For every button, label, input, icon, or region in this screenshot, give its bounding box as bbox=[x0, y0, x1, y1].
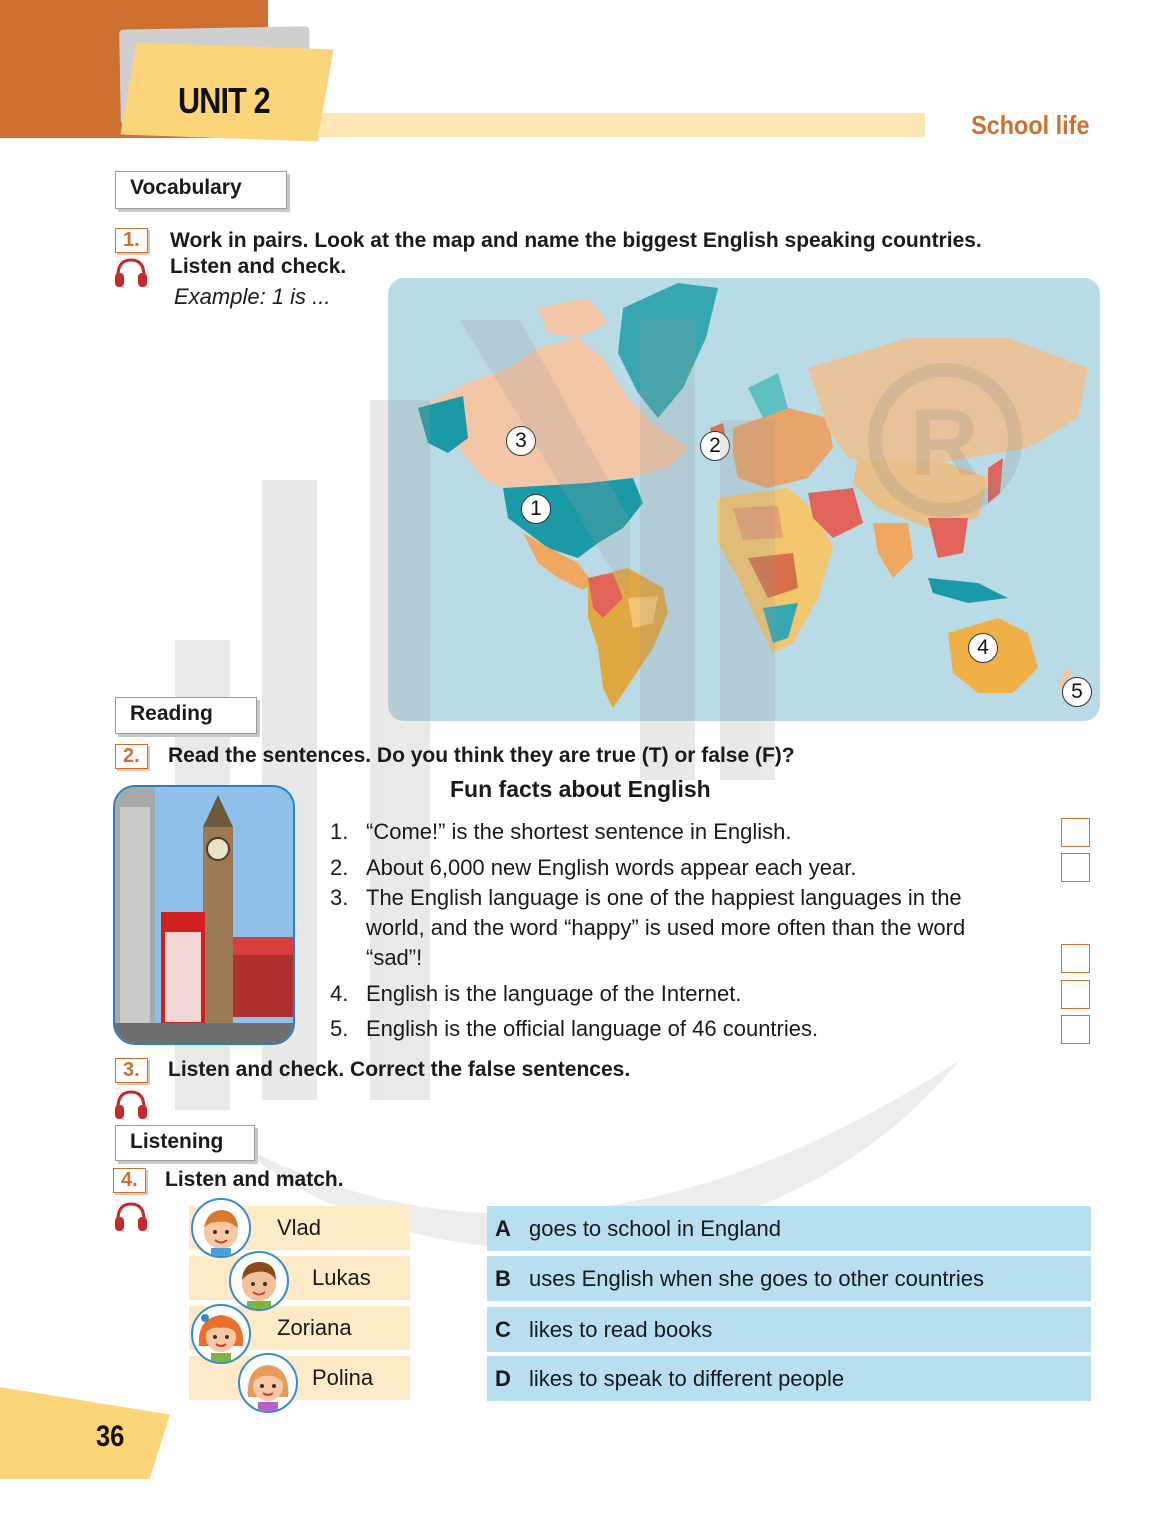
name-cell-lukas[interactable] bbox=[189, 1256, 410, 1300]
answer-text: likes to speak to different people bbox=[529, 1366, 845, 1391]
exercise-number: 4. bbox=[113, 1168, 146, 1193]
answer-checkbox-4[interactable] bbox=[1061, 980, 1090, 1009]
fact-number: 1. bbox=[330, 819, 349, 844]
fact-number: 2. bbox=[330, 855, 349, 880]
big-ben-photo bbox=[113, 785, 295, 1045]
answer-letter: C bbox=[495, 1317, 511, 1342]
page-number: 36 bbox=[96, 1420, 125, 1453]
exercise-4-number bbox=[113, 1168, 146, 1193]
avatar-lukas bbox=[229, 1251, 289, 1311]
name-label: Vlad bbox=[277, 1215, 322, 1240]
fact-item-4 bbox=[330, 979, 1026, 1009]
watermark-glyph: R bbox=[910, 390, 979, 496]
fact-text: English is the official language of 46 countries. bbox=[366, 1016, 819, 1041]
fun-facts-title: Fun facts about English bbox=[450, 776, 711, 802]
exercise-1-example: Example: 1 is ... bbox=[174, 284, 331, 309]
fact-text: “Come!” is the shortest sentence in English. bbox=[366, 819, 792, 844]
headphones-icon[interactable] bbox=[113, 1088, 149, 1120]
header-strip bbox=[300, 113, 925, 137]
headphones-icon[interactable] bbox=[113, 1200, 149, 1232]
map-marker-4: 4 bbox=[968, 633, 998, 663]
fact-item-2 bbox=[330, 853, 1026, 883]
fact-text: The English language is one of the happiest languages in the world, and the word “happy” is used more often than the word “sad”! bbox=[366, 885, 966, 970]
fact-item-5 bbox=[330, 1014, 1026, 1044]
map-marker-5: 5 bbox=[1062, 677, 1092, 707]
answer-option-c[interactable] bbox=[487, 1307, 1091, 1352]
map-marker-3: 3 bbox=[506, 426, 536, 456]
avatar-vlad bbox=[191, 1198, 251, 1258]
exercise-1-number bbox=[115, 228, 148, 253]
exercise-3-number bbox=[115, 1058, 148, 1083]
answer-checkbox-3[interactable] bbox=[1061, 944, 1090, 973]
exercise-number: 1. bbox=[115, 228, 148, 253]
world-map bbox=[388, 278, 1100, 721]
answer-text: uses English when she goes to other countries bbox=[529, 1266, 984, 1291]
name-label: Polina bbox=[312, 1365, 374, 1390]
girl-face-icon bbox=[193, 1306, 249, 1362]
answer-option-a[interactable] bbox=[487, 1206, 1091, 1251]
boy-face-icon bbox=[231, 1253, 287, 1309]
exercise-1-instruction-2: Listen and check. bbox=[170, 255, 347, 278]
avatar-polina bbox=[238, 1353, 298, 1413]
answer-letter: A bbox=[495, 1216, 511, 1241]
map-marker-1: 1 bbox=[521, 494, 551, 524]
fact-text: English is the language of the Internet. bbox=[366, 981, 742, 1006]
answer-text: likes to read books bbox=[529, 1317, 713, 1342]
unit-title: UNIT 2 bbox=[178, 80, 270, 121]
fact-item-1 bbox=[330, 817, 1026, 847]
listening-tab: Listening bbox=[115, 1125, 255, 1161]
page-number-tab bbox=[0, 1387, 170, 1479]
exercise-number: 2. bbox=[115, 744, 148, 769]
answer-option-b[interactable] bbox=[487, 1256, 1091, 1301]
boy-face-icon bbox=[193, 1200, 249, 1256]
map-marker-2: 2 bbox=[700, 431, 730, 461]
answer-checkbox-5[interactable] bbox=[1061, 1015, 1090, 1044]
answer-letter: D bbox=[495, 1366, 511, 1391]
big-ben-illustration bbox=[115, 787, 293, 1043]
answer-option-d[interactable] bbox=[487, 1356, 1091, 1401]
topic-title: School life bbox=[970, 110, 1089, 140]
fact-number: 5. bbox=[330, 1016, 349, 1041]
exercise-2-instruction: Read the sentences. Do you think they are true (T) or false (F)? bbox=[168, 744, 795, 767]
reading-tab: Reading bbox=[115, 697, 257, 734]
answer-checkbox-2[interactable] bbox=[1061, 853, 1090, 882]
avatar-zoriana bbox=[191, 1304, 251, 1364]
name-label: Zoriana bbox=[277, 1315, 352, 1340]
girl-face-icon bbox=[240, 1355, 296, 1411]
exercise-4-instruction: Listen and match. bbox=[165, 1168, 344, 1191]
fact-number: 4. bbox=[330, 981, 349, 1006]
answer-text: goes to school in England bbox=[529, 1216, 781, 1241]
exercise-1-instruction: Work in pairs. Look at the map and name the biggest English speaking countries. bbox=[170, 229, 982, 252]
answer-checkbox-1[interactable] bbox=[1061, 818, 1090, 847]
exercise-3-instruction: Listen and check. Correct the false sentences. bbox=[168, 1058, 631, 1081]
answer-letter: B bbox=[495, 1266, 511, 1291]
fact-text: About 6,000 new English words appear each year. bbox=[366, 855, 857, 880]
exercise-number: 3. bbox=[115, 1058, 148, 1083]
fact-number: 3. bbox=[330, 885, 349, 910]
fact-item-3 bbox=[330, 883, 1026, 973]
name-label: Lukas bbox=[312, 1265, 371, 1290]
exercise-2-number bbox=[115, 744, 148, 769]
vocabulary-tab: Vocabulary bbox=[115, 171, 287, 209]
headphones-icon[interactable] bbox=[113, 256, 149, 288]
